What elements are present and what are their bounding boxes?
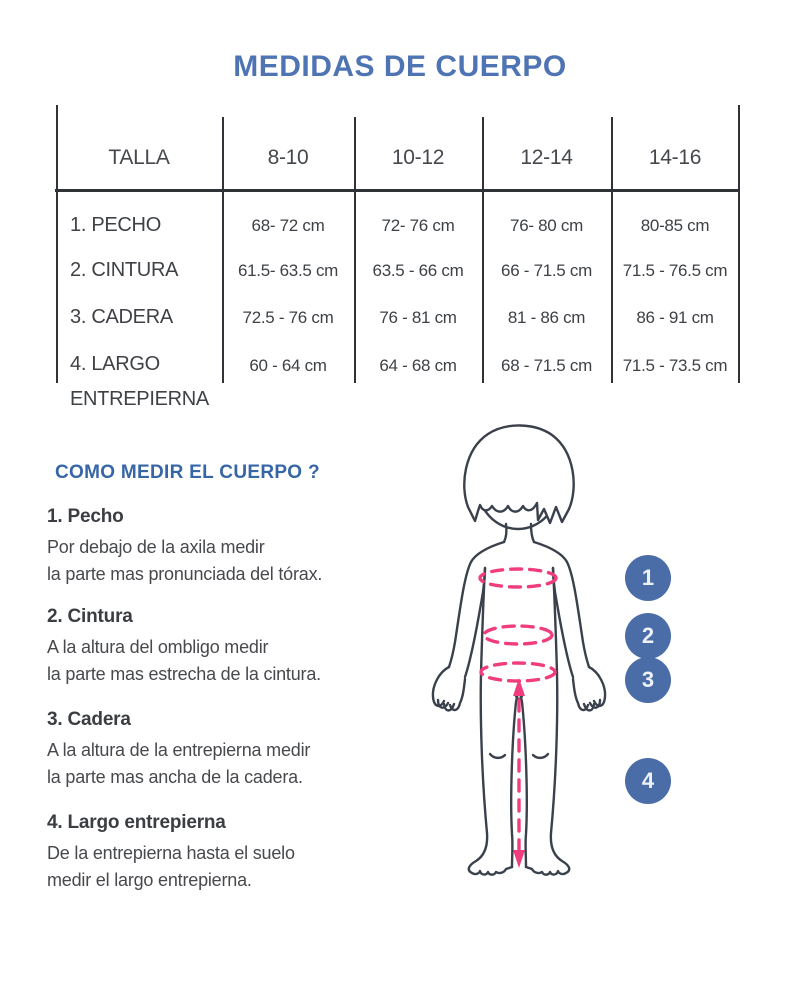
howto-line: De la entrepierna hasta el suelo (47, 843, 295, 863)
measure-line-cintura (484, 626, 552, 644)
value-pecho-10-12: 72- 76 cm (381, 216, 455, 235)
howto-section-largo-entrepierna (47, 812, 387, 894)
value-cintura-8-10: 61.5- 63.5 cm (237, 261, 339, 280)
howto-section-title: 4. Largo entrepierna (47, 812, 226, 833)
figure-hair (464, 425, 573, 523)
marker-pecho: 1 (625, 555, 671, 601)
howto-line: la parte mas pronunciada del tórax. (47, 564, 323, 584)
figure-torso-left (481, 568, 485, 673)
table-header-rule (55, 189, 740, 192)
howto-line: la parte mas ancha de la cadera. (47, 767, 303, 787)
value-pecho-14-16: 80-85 cm (640, 216, 710, 235)
howto-section-cadera (47, 709, 387, 791)
value-cintura-12-14: 66 - 71.5 cm (501, 261, 592, 280)
value-cadera-10-12: 76 - 81 cm (379, 308, 457, 327)
figure-leg-left-inner (511, 692, 518, 867)
howto-section-title: 2. Cintura (47, 606, 133, 627)
row-label-cintura: 2. CINTURA (70, 259, 179, 281)
figure-hand-right (573, 667, 605, 710)
howto-line: Por debajo de la axila medir (47, 537, 265, 557)
figure-knee-right (533, 754, 548, 758)
arrow-down-icon (513, 850, 525, 868)
value-cadera-12-14: 81 - 86 cm (507, 308, 586, 327)
value-largo-8-10: 60 - 64 cm (249, 356, 327, 375)
howto-section-title: 3. Cadera (47, 709, 131, 730)
table-header-size-10-12: 10-12 (391, 146, 445, 169)
table-header-talla: TALLA (108, 146, 170, 169)
value-largo-14-16: 71.5 - 73.5 cm (622, 356, 728, 375)
howto-line: medir el largo entrepierna. (47, 870, 252, 890)
row-label-pecho: 1. PECHO (70, 214, 161, 236)
howto-section-title: 1. Pecho (47, 506, 124, 527)
value-cadera-8-10: 72.5 - 76 cm (242, 308, 334, 327)
value-cintura-14-16: 71.5 - 76.5 cm (622, 261, 728, 280)
howto-section-cintura (47, 606, 387, 688)
figure-leg-right-inner (520, 692, 527, 867)
value-largo-10-12: 64 - 68 cm (379, 356, 457, 375)
page-title: MEDIDAS DE CUERPO (233, 50, 567, 83)
table-header-size-14-16: 14-16 (648, 146, 702, 169)
value-pecho-12-14: 76- 80 cm (510, 216, 583, 235)
value-largo-12-14: 68 - 71.5 cm (501, 356, 592, 375)
value-cintura-10-12: 63.5 - 66 cm (372, 261, 464, 280)
row-label-largo-entrepierna: 4. LARGO ENTREPIERNA (70, 353, 209, 410)
figure-torso-right (553, 568, 557, 673)
row-label-cadera: 3. CADERA (70, 306, 173, 328)
measure-line-pecho (480, 569, 556, 587)
howto-heading: COMO MEDIR EL CUERPO ? (55, 462, 320, 483)
figure-knee-left (490, 754, 505, 758)
marker-largo-entrepierna: 4 (625, 758, 671, 804)
howto-section-pecho (47, 506, 387, 588)
marker-cadera: 3 (625, 657, 671, 703)
table-header-size-12-14: 12-14 (520, 146, 573, 169)
measure-line-cadera (481, 663, 555, 681)
howto-line: A la altura de la entrepierna medir (47, 740, 311, 760)
howto-line: la parte mas estrecha de la cintura. (47, 664, 321, 684)
figure-leg-right (526, 673, 569, 875)
figure-arm-left (449, 542, 504, 667)
table-vline-right (738, 105, 740, 383)
value-cadera-14-16: 86 - 91 cm (636, 308, 714, 327)
figure-leg-left (469, 673, 512, 875)
child-body-figure (420, 420, 620, 880)
howto-line: A la altura del ombligo medir (47, 637, 269, 657)
value-pecho-8-10: 68- 72 cm (251, 216, 325, 235)
figure-hand-left (433, 667, 465, 710)
figure-arm-right (534, 542, 589, 667)
table-header-size-8-10: 8-10 (267, 146, 309, 169)
marker-cintura: 2 (625, 613, 671, 659)
